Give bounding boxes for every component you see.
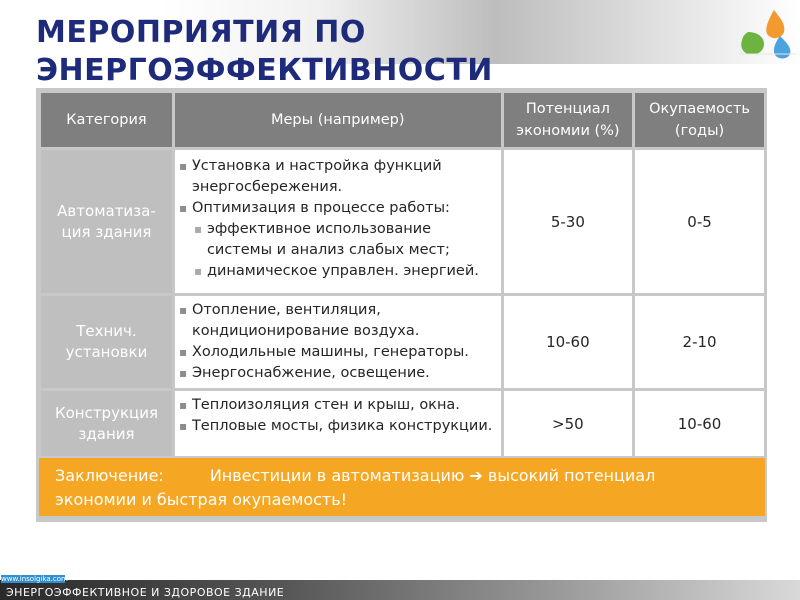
category-cell: [41, 150, 172, 293]
conclusion-line-1: [55, 464, 655, 488]
col-header-payback: [635, 93, 764, 147]
category-text: Автоматиза-ция здания: [57, 201, 156, 241]
payback-value: 2-10: [635, 296, 764, 388]
measures-cell: [175, 150, 501, 293]
logo-icon: [734, 6, 796, 60]
conclusion-text-2: высокий потенциал: [487, 466, 656, 485]
measures-cell: [175, 296, 501, 388]
conclusion-text-1: Инвестиции в автоматизацию: [209, 466, 465, 485]
list-item: ▪ Теплоизоляция стен и крыш, окна.: [179, 395, 497, 416]
footer-site: www.insolgika.com: [1, 575, 68, 583]
payback-value: 0-5: [635, 150, 764, 293]
conclusion-line-2: экономии и быстрая окупаемость!: [55, 490, 348, 509]
col-header-potential: [504, 93, 632, 147]
conclusion-label: Заключение:: [55, 466, 164, 485]
sub-list-item: ▪ динамическое управлен. энергией.: [194, 261, 497, 282]
list-item: ▪ Оптимизация в процессе работы:: [179, 198, 497, 219]
col-header-potential-text: Потенциал экономии (%): [516, 101, 620, 139]
col-header-payback-text: Окупаемость (годы): [649, 101, 750, 139]
potential-value: >50: [504, 391, 632, 456]
page-title: [36, 14, 516, 90]
category-text: Конструкция здания: [54, 403, 158, 443]
category-cell: [41, 296, 172, 388]
col-header-category: Категория: [41, 93, 172, 147]
list-item: ▪ Установка и настройка функций энергосбережения.: [179, 156, 497, 198]
list-item: ▪ Отопление, вентиляция, кондиционирование воздуха.: [179, 300, 497, 342]
measures-cell: [175, 391, 501, 456]
arrow-icon: ➔: [469, 466, 483, 485]
conclusion-banner: [39, 458, 765, 516]
table-row: [41, 296, 764, 388]
potential-value: 10-60: [504, 296, 632, 388]
potential-value: 5-30: [504, 150, 632, 293]
payback-value: 10-60: [635, 391, 764, 456]
list-item: ▪ Энергоснабжение, освещение.: [179, 363, 497, 384]
footer-title: ЭНЕРГОЭФФЕКТИВНОЕ И ЗДОРОВОЕ ЗДАНИЕ: [6, 586, 285, 599]
measures-table: [36, 88, 767, 522]
list-item: ▪ Холодильные машины, генераторы.: [179, 342, 497, 363]
page-title-text: МЕРОПРИЯТИЯ ПО ЭНЕРГОЭФФЕКТИВНОСТИ: [36, 15, 493, 88]
category-cell: [41, 391, 172, 456]
table-row: [41, 391, 764, 456]
col-header-measures: Меры (например): [175, 93, 501, 147]
list-item: ▪ Тепловые мосты, физика конструкции.: [179, 416, 497, 437]
category-text: Технич. установки: [65, 322, 148, 361]
table-row: [41, 150, 764, 293]
sub-list-item: ▪ эффективное использование системы и анализ слабых мест;: [194, 219, 497, 261]
